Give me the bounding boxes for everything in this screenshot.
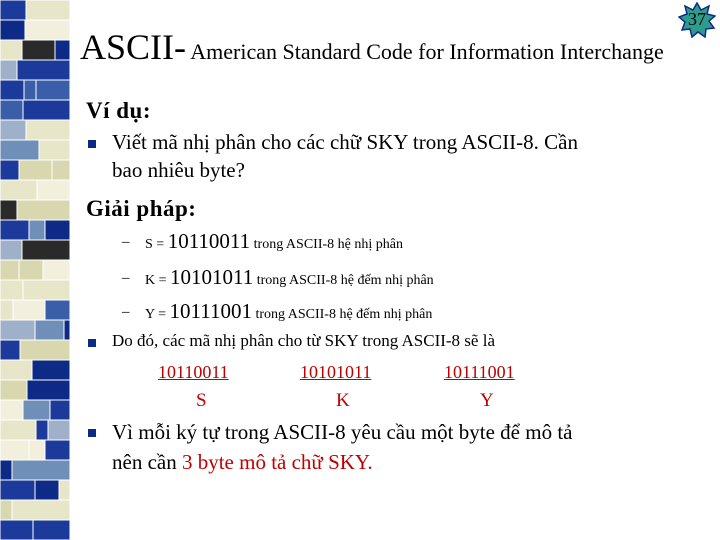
stripe-cell [32,360,70,380]
title-sub: American Standard Code for Information Interchange [186,39,664,64]
dash-marker: – [122,304,130,320]
final-line-2-prefix: nên cần [112,450,182,474]
stripe-cell [0,100,23,120]
stripe-cell [0,440,29,460]
stripe-cell [59,480,70,500]
stripe-cell [17,60,70,80]
stripe-cell [48,420,70,440]
stripe-cell [35,320,64,340]
stripe-cell [22,240,70,260]
stripe-cell [43,260,70,280]
code-y: 10111001 [444,362,515,382]
stripe-cell [0,360,32,380]
row-code: 10101011 [170,265,254,289]
row-code: 10110011 [167,229,251,253]
stripe-cell [0,220,29,240]
stripe-cell [26,0,70,20]
stripe-cell [0,480,35,500]
stripe-cell [52,160,70,180]
stripe-cell [0,20,25,40]
stripe-cell [19,260,43,280]
stripe-cell [0,180,37,200]
letter-k: K [336,390,350,411]
stripe-cell [24,80,36,100]
stripe-cell [13,300,45,320]
stripe-cell [0,240,22,260]
stripe-cell [0,280,23,300]
stripe-cell [12,460,70,480]
example-heading: Ví dụ: [86,98,151,123]
stripe-cell [12,500,70,520]
stripe-cell [0,0,26,20]
stripe-cell [50,400,70,420]
slide-number-badge [678,2,716,38]
stripe-cell [45,220,70,240]
stripe-cell [45,440,70,460]
stripe-cell [0,400,23,420]
stripe-cell [0,140,39,160]
stripe-cell [0,60,17,80]
stripe-cell [0,40,22,60]
final-line-2 [112,450,373,475]
row-prefix: Y = [145,307,170,322]
stripe-cell [33,520,70,540]
dash-marker: – [122,234,130,250]
stripe-cell [0,520,33,540]
slide-title [80,26,664,68]
row-code: 10111001 [169,299,252,323]
stripe-cell [0,420,36,440]
task-line-1: Viết mã nhị phân cho các chữ SKY trong ASCII-8. Cần [112,130,578,154]
slide-number: 37 [688,9,706,29]
conclusion-line: Do đó, các mã nhị phân cho từ SKY trong ASCII-8 sẽ là [112,331,495,350]
stripe-cell [23,100,70,120]
stripe-cell [0,500,12,520]
stripe-cell [0,460,12,480]
bullet-icon [88,140,96,148]
stripe-cell [26,120,70,140]
stripe-cell [45,300,70,320]
stripe-cell [36,80,70,100]
final-line-1: Vì mỗi ký tự trong ASCII-8 yêu cầu một byte để mô tả [112,420,573,444]
stripe-cell [17,200,70,220]
stripe-cell [27,380,70,400]
stripe-cell [39,140,70,160]
bullet-icon [88,339,96,347]
task-line-2: bao nhiêu byte? [112,158,245,182]
stripe-cell [0,160,19,180]
stripe-cell [0,120,26,140]
stripe-cell [0,340,20,360]
row-prefix: S = [145,237,168,252]
title-main: ASCII- [80,27,186,67]
stripe-cell [19,160,52,180]
stripe-cell [0,320,35,340]
stripe-cell [35,480,59,500]
stripe-cell [0,260,19,280]
stripe-cell [29,440,45,460]
bullet-icon [88,429,96,437]
row-suffix: trong ASCII-8 hệ đếm nhị phân [253,273,434,288]
stripe-cell [0,80,24,100]
letter-s: S [196,390,207,411]
solution-heading: Giải pháp: [86,196,197,221]
stripe-cell [0,300,13,320]
stripe-cell [64,320,70,340]
row-suffix: trong ASCII-8 hệ đếm nhị phân [251,307,433,322]
stripe-cell [37,180,70,200]
stripe-cell [25,20,70,40]
stripe-cell [23,400,50,420]
final-line-2-highlight: 3 byte mô tả chữ SKY. [181,450,373,474]
stripe-cell [55,40,70,60]
row-prefix: K = [145,273,171,288]
code-k: 10101011 [300,362,372,382]
stripe-cell [0,200,17,220]
code-s: 10110011 [158,362,229,382]
dash-marker: – [122,270,130,286]
row-suffix: trong ASCII-8 hệ nhị phân [250,237,403,252]
letter-y: Y [480,390,494,411]
stripe-cell [29,220,45,240]
stripe-cell [20,340,70,360]
decorative-stripe [0,0,70,540]
stripe-cell [0,380,27,400]
stripe-cell [22,40,55,60]
stripe-cell [36,420,48,440]
stripe-cell [23,280,70,300]
